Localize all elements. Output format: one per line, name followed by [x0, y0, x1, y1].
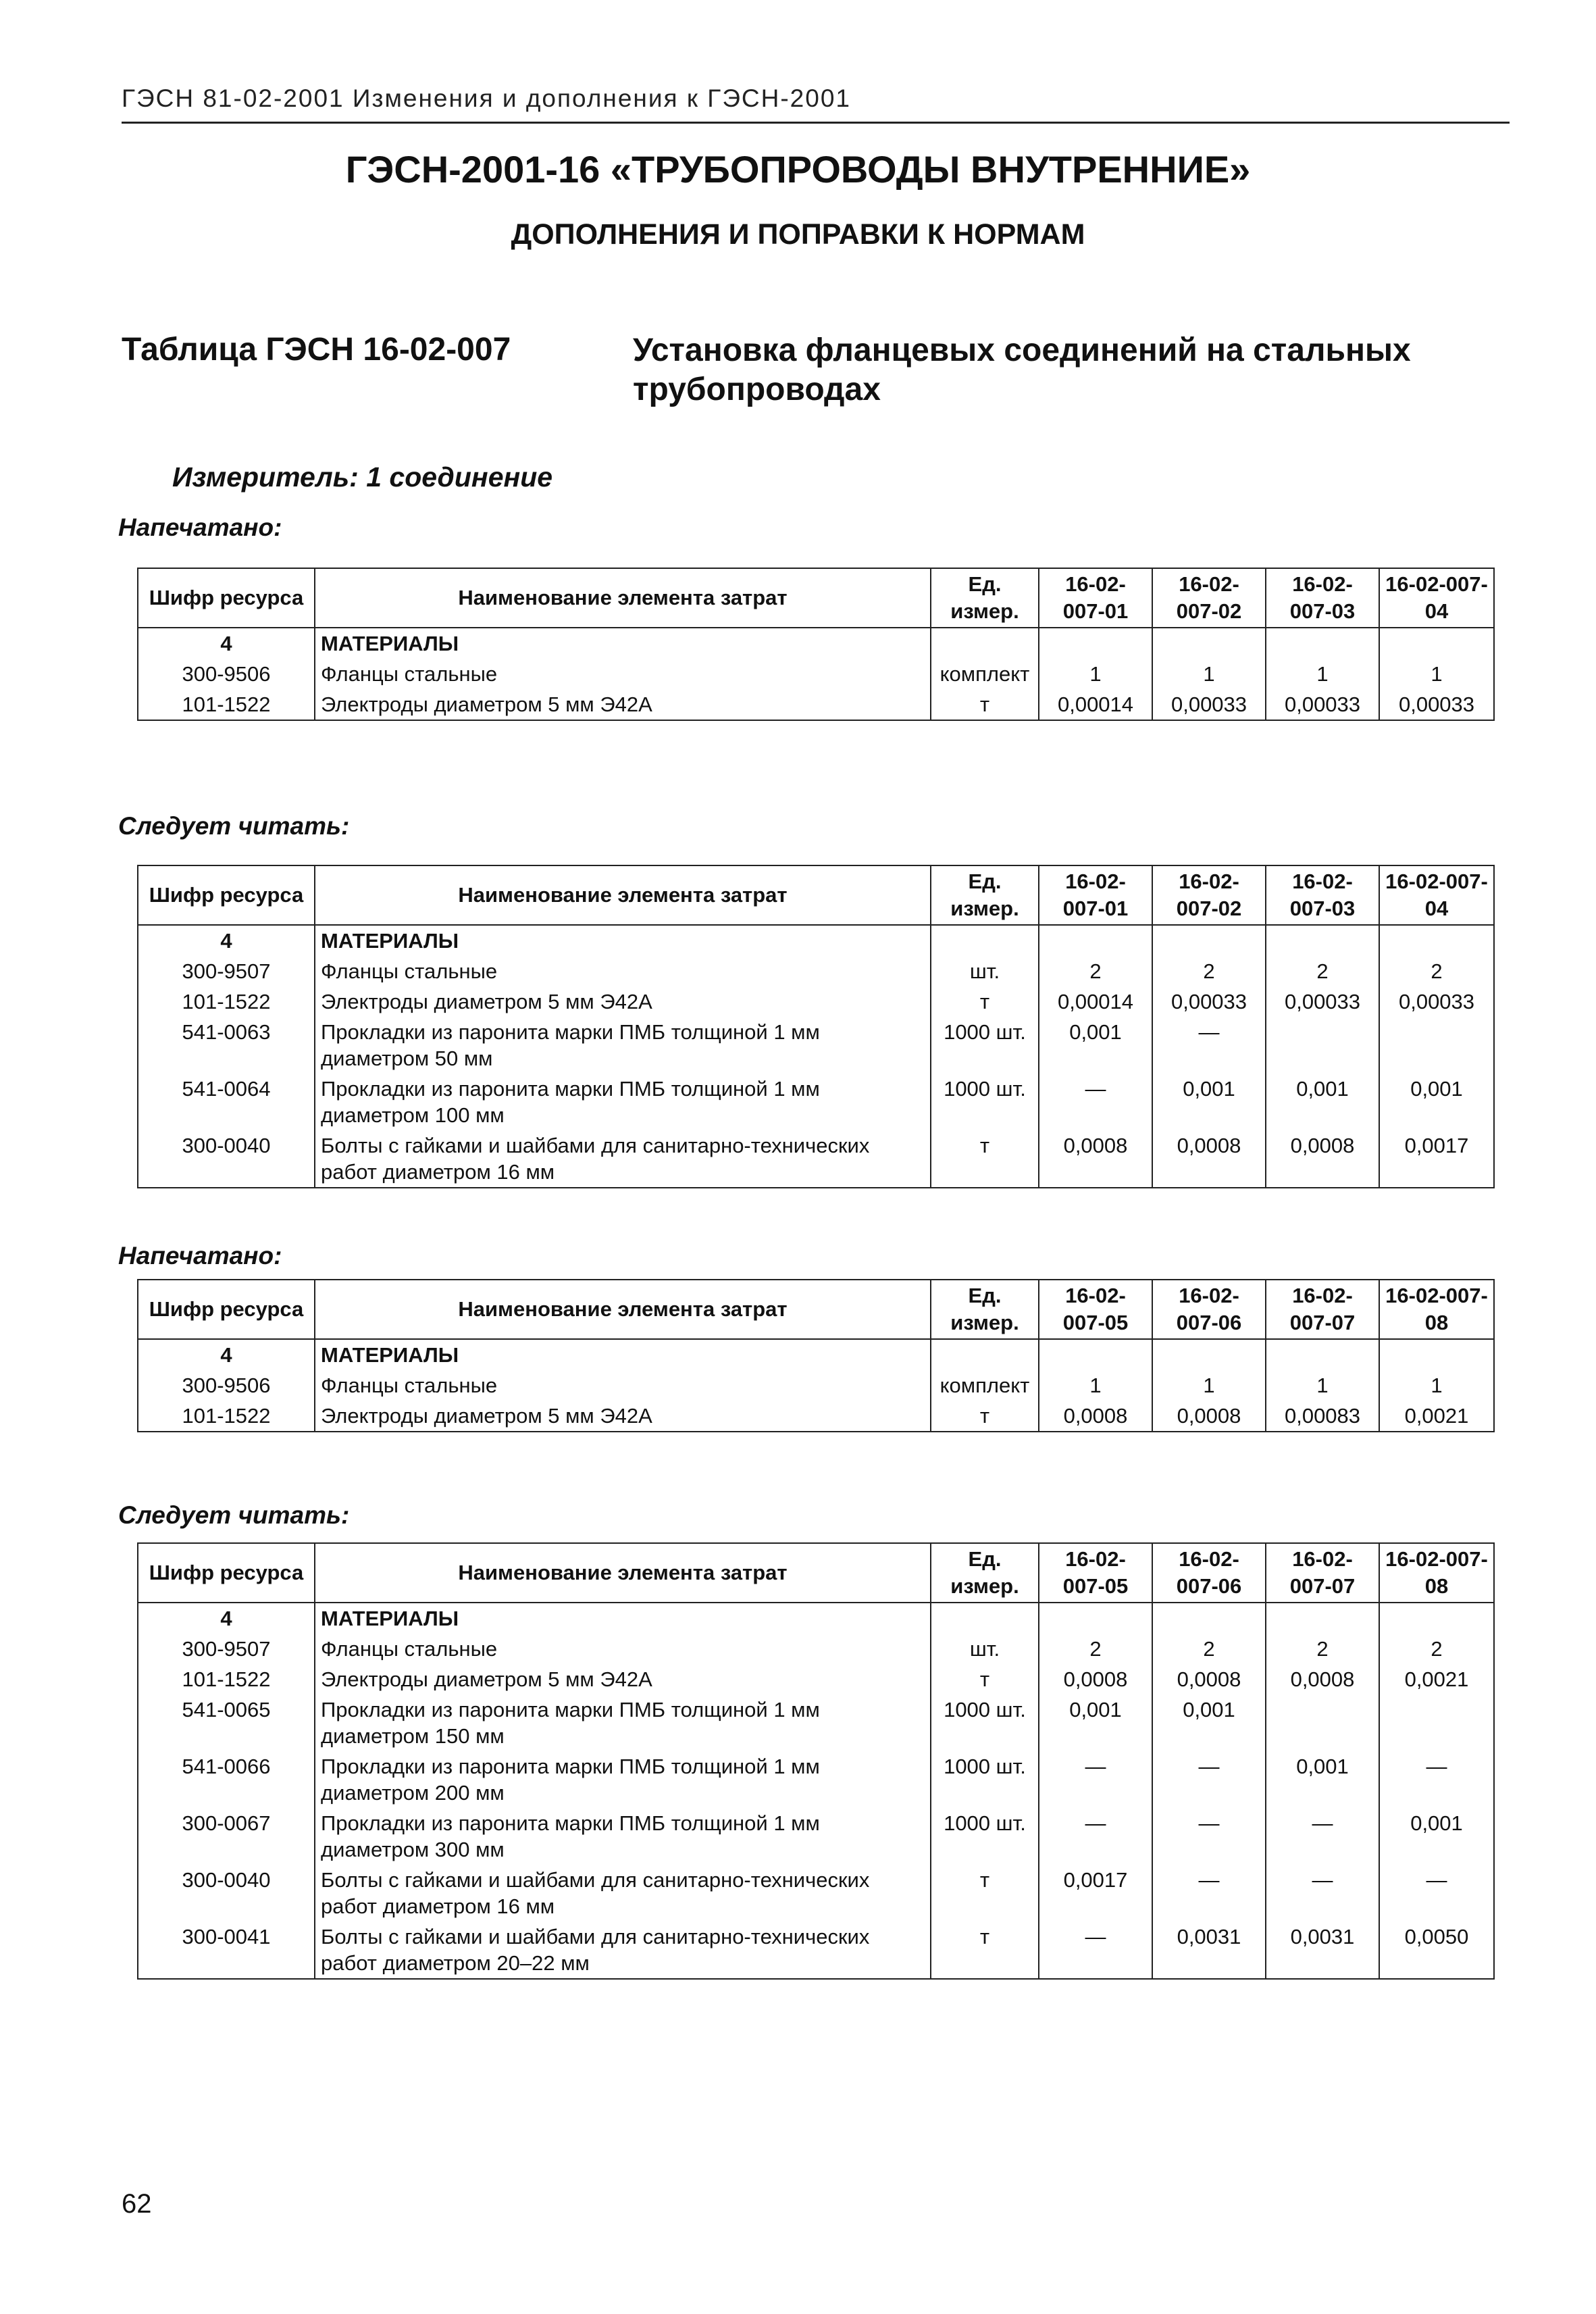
- column-header-norm: 16-02-007-08: [1379, 1280, 1494, 1339]
- resource-code-cell: 101-1522: [138, 986, 315, 1017]
- cost-element-name-cell: Электроды диаметром 5 мм Э42А: [315, 1401, 931, 1432]
- column-header-name: Наименование элемента затрат: [315, 568, 931, 628]
- unit-cell: [931, 628, 1039, 659]
- table-row: [138, 1664, 1494, 1694]
- norm-table-corrected-2: [137, 1542, 1495, 1980]
- column-header-name: Наименование элемента затрат: [315, 1543, 931, 1603]
- norm-value-cell: 1: [1039, 1370, 1152, 1401]
- table-header-row: [138, 1280, 1494, 1339]
- norm-value-cell: [1379, 1339, 1494, 1370]
- norm-value-cell: 1: [1379, 659, 1494, 689]
- column-header-norm: 16-02-007-03: [1266, 568, 1379, 628]
- norm-value-cell: —: [1152, 1017, 1266, 1074]
- column-header-code: Шифр ресурса: [138, 568, 315, 628]
- norm-value-cell: 0,001: [1379, 1074, 1494, 1130]
- table-label: Таблица ГЭСН 16-02-007: [122, 332, 511, 368]
- cost-element-name-cell: Электроды диаметром 5 мм Э42А: [315, 1664, 931, 1694]
- column-header-code: Шифр ресурса: [138, 865, 315, 925]
- unit-cell: 1000 шт.: [931, 1074, 1039, 1130]
- cost-element-name-cell: Прокладки из паронита марки ПМБ толщиной 1 мм диаметром 200 мм: [315, 1751, 931, 1808]
- norm-value-cell: 0,0008: [1039, 1401, 1152, 1432]
- column-header-norm: 16-02-007-01: [1039, 865, 1152, 925]
- resource-code-cell: 4: [138, 1339, 315, 1370]
- table-header-row: [138, 865, 1494, 925]
- column-header-unit: Ед. измер.: [931, 1280, 1039, 1339]
- table-row: [138, 956, 1494, 986]
- section-label-printed-1: Напечатано:: [118, 513, 282, 541]
- cost-element-name-cell: Электроды диаметром 5 мм Э42А: [315, 986, 931, 1017]
- norm-value-cell: [1039, 925, 1152, 956]
- column-header-norm: 16-02-007-04: [1379, 568, 1494, 628]
- resource-code-cell: 300-0040: [138, 1865, 315, 1921]
- norm-value-cell: 0,0050: [1379, 1921, 1494, 1979]
- norm-value-cell: 0,0031: [1152, 1921, 1266, 1979]
- column-header-norm: 16-02-007-07: [1266, 1543, 1379, 1603]
- unit-cell: т: [931, 1401, 1039, 1432]
- norm-value-cell: —: [1039, 1074, 1152, 1130]
- norm-value-cell: 0,001: [1266, 1074, 1379, 1130]
- cost-element-name-cell: Фланцы стальные: [315, 1634, 931, 1664]
- cost-element-name-cell: Фланцы стальные: [315, 956, 931, 986]
- cost-element-name-cell: Болты с гайками и шайбами для санитарно-технических работ диаметром 16 мм: [315, 1130, 931, 1188]
- unit-cell: т: [931, 986, 1039, 1017]
- norm-value-cell: 0,00033: [1379, 689, 1494, 720]
- norm-value-cell: —: [1266, 1808, 1379, 1865]
- table-caption: Установка фланцевых соединений на стальных трубопроводах: [633, 332, 1411, 407]
- cost-element-name-cell: Прокладки из паронита марки ПМБ толщиной 1 мм диаметром 100 мм: [315, 1074, 931, 1130]
- section-label-should-read-1: Следует читать:: [118, 812, 350, 840]
- norm-value-cell: [1379, 1603, 1494, 1634]
- column-header-norm: 16-02-007-03: [1266, 865, 1379, 925]
- cost-element-name-cell: МАТЕРИАЛЫ: [315, 628, 931, 659]
- norm-value-cell: [1379, 1694, 1494, 1751]
- table-row: [138, 1339, 1494, 1370]
- norm-value-cell: 0,00014: [1039, 689, 1152, 720]
- column-header-code: Шифр ресурса: [138, 1543, 315, 1603]
- norm-value-cell: 0,0017: [1379, 1130, 1494, 1188]
- norm-value-cell: [1039, 628, 1152, 659]
- table-row: [138, 1865, 1494, 1921]
- resource-code-cell: 300-0041: [138, 1921, 315, 1979]
- unit-cell: шт.: [931, 956, 1039, 986]
- unit-cell: [931, 1603, 1039, 1634]
- norm-value-cell: 0,00014: [1039, 986, 1152, 1017]
- norm-value-cell: [1266, 1339, 1379, 1370]
- column-header-norm: 16-02-007-05: [1039, 1280, 1152, 1339]
- unit-cell: [931, 925, 1039, 956]
- norm-value-cell: 0,00083: [1266, 1401, 1379, 1432]
- table-row: [138, 1808, 1494, 1865]
- column-header-norm: 16-02-007-02: [1152, 865, 1266, 925]
- resource-code-cell: 541-0064: [138, 1074, 315, 1130]
- norm-value-cell: —: [1039, 1808, 1152, 1865]
- resource-code-cell: 541-0065: [138, 1694, 315, 1751]
- table-row: [138, 1130, 1494, 1188]
- norm-value-cell: 2: [1039, 1634, 1152, 1664]
- cost-element-name-cell: МАТЕРИАЛЫ: [315, 1603, 931, 1634]
- unit-cell: 1000 шт.: [931, 1808, 1039, 1865]
- norm-value-cell: [1266, 628, 1379, 659]
- table-row: [138, 1603, 1494, 1634]
- unit-cell: т: [931, 689, 1039, 720]
- unit-cell: т: [931, 1664, 1039, 1694]
- cost-element-name-cell: Прокладки из паронита марки ПМБ толщиной 1 мм диаметром 50 мм: [315, 1017, 931, 1074]
- column-header-unit: Ед. измер.: [931, 568, 1039, 628]
- norm-value-cell: —: [1152, 1751, 1266, 1808]
- resource-code-cell: 4: [138, 925, 315, 956]
- norm-value-cell: 0,0021: [1379, 1664, 1494, 1694]
- table-row: [138, 1370, 1494, 1401]
- norm-value-cell: 2: [1039, 956, 1152, 986]
- table-row: [138, 1074, 1494, 1130]
- norm-value-cell: 0,0031: [1266, 1921, 1379, 1979]
- norm-value-cell: 0,0021: [1379, 1401, 1494, 1432]
- table-row: [138, 1921, 1494, 1979]
- norm-value-cell: 1: [1152, 1370, 1266, 1401]
- table-row: [138, 925, 1494, 956]
- cost-element-name-cell: МАТЕРИАЛЫ: [315, 925, 931, 956]
- norm-value-cell: 0,0008: [1152, 1664, 1266, 1694]
- measure-unit-label: Измеритель: 1 соединение: [172, 461, 553, 493]
- resource-code-cell: 300-9506: [138, 659, 315, 689]
- table-row: [138, 1401, 1494, 1432]
- norm-value-cell: [1152, 1603, 1266, 1634]
- unit-cell: т: [931, 1130, 1039, 1188]
- norm-value-cell: 0,0008: [1266, 1664, 1379, 1694]
- norm-value-cell: 1: [1266, 1370, 1379, 1401]
- norm-value-cell: 0,001: [1266, 1751, 1379, 1808]
- norm-table-corrected-1: [137, 865, 1495, 1188]
- resource-code-cell: 101-1522: [138, 1664, 315, 1694]
- cost-element-name-cell: Болты с гайками и шайбами для санитарно-технических работ диаметром 20–22 мм: [315, 1921, 931, 1979]
- resource-code-cell: 300-0067: [138, 1808, 315, 1865]
- norm-value-cell: 1: [1152, 659, 1266, 689]
- table-header-row: [138, 1543, 1494, 1603]
- cost-element-name-cell: Прокладки из паронита марки ПМБ толщиной 1 мм диаметром 150 мм: [315, 1694, 931, 1751]
- column-header-norm: 16-02-007-06: [1152, 1280, 1266, 1339]
- norm-value-cell: 2: [1152, 1634, 1266, 1664]
- norm-value-cell: 0,00033: [1266, 689, 1379, 720]
- resource-code-cell: 300-9506: [138, 1370, 315, 1401]
- unit-cell: 1000 шт.: [931, 1751, 1039, 1808]
- table-row: [138, 1634, 1494, 1664]
- unit-cell: комплект: [931, 659, 1039, 689]
- unit-cell: шт.: [931, 1634, 1039, 1664]
- norm-value-cell: 1: [1266, 659, 1379, 689]
- table-row: [138, 628, 1494, 659]
- norm-table-printed-1: [137, 568, 1495, 721]
- norm-value-cell: [1379, 1017, 1494, 1074]
- norm-value-cell: 0,001: [1152, 1694, 1266, 1751]
- norm-value-cell: 0,0008: [1152, 1130, 1266, 1188]
- resource-code-cell: 300-9507: [138, 1634, 315, 1664]
- norm-value-cell: 2: [1266, 1634, 1379, 1664]
- norm-value-cell: —: [1152, 1808, 1266, 1865]
- cost-element-name-cell: Фланцы стальные: [315, 659, 931, 689]
- resource-code-cell: 4: [138, 628, 315, 659]
- cost-element-name-cell: МАТЕРИАЛЫ: [315, 1339, 931, 1370]
- section-label-printed-2: Напечатано:: [118, 1242, 282, 1269]
- cost-element-name-cell: Прокладки из паронита марки ПМБ толщиной 1 мм диаметром 300 мм: [315, 1808, 931, 1865]
- column-header-name: Наименование элемента затрат: [315, 1280, 931, 1339]
- unit-cell: 1000 шт.: [931, 1017, 1039, 1074]
- column-header-norm: 16-02-007-06: [1152, 1543, 1266, 1603]
- norm-value-cell: —: [1379, 1865, 1494, 1921]
- norm-value-cell: 2: [1266, 956, 1379, 986]
- norm-value-cell: [1039, 1603, 1152, 1634]
- norm-value-cell: [1152, 1339, 1266, 1370]
- running-head: ГЭСН 81-02-2001 Изменения и дополнения к ГЭСН-2001: [122, 84, 851, 112]
- norm-value-cell: 2: [1152, 956, 1266, 986]
- norm-value-cell: 0,00033: [1152, 689, 1266, 720]
- table-row: [138, 1694, 1494, 1751]
- column-header-norm: 16-02-007-01: [1039, 568, 1152, 628]
- cost-element-name-cell: Электроды диаметром 5 мм Э42А: [315, 689, 931, 720]
- page-number: 62: [122, 2189, 152, 2219]
- resource-code-cell: 300-9507: [138, 956, 315, 986]
- norm-value-cell: —: [1039, 1751, 1152, 1808]
- norm-value-cell: 0,001: [1039, 1694, 1152, 1751]
- resource-code-cell: 4: [138, 1603, 315, 1634]
- column-header-code: Шифр ресурса: [138, 1280, 315, 1339]
- table-row: [138, 1751, 1494, 1808]
- table-row: [138, 986, 1494, 1017]
- norm-value-cell: 1: [1379, 1370, 1494, 1401]
- norm-value-cell: 0,00033: [1379, 986, 1494, 1017]
- cost-element-name-cell: Фланцы стальные: [315, 1370, 931, 1401]
- norm-value-cell: [1152, 628, 1266, 659]
- norm-value-cell: —: [1266, 1865, 1379, 1921]
- column-header-unit: Ед. измер.: [931, 865, 1039, 925]
- column-header-norm: 16-02-007-08: [1379, 1543, 1494, 1603]
- column-header-norm: 16-02-007-02: [1152, 568, 1266, 628]
- unit-cell: [931, 1339, 1039, 1370]
- norm-value-cell: 0,0008: [1266, 1130, 1379, 1188]
- cost-element-name-cell: Болты с гайками и шайбами для санитарно-технических работ диаметром 16 мм: [315, 1865, 931, 1921]
- norm-value-cell: [1039, 1339, 1152, 1370]
- table-row: [138, 659, 1494, 689]
- norm-value-cell: [1266, 1017, 1379, 1074]
- norm-value-cell: [1379, 628, 1494, 659]
- norm-value-cell: 1: [1039, 659, 1152, 689]
- norm-value-cell: [1152, 925, 1266, 956]
- norm-value-cell: [1379, 925, 1494, 956]
- header-rule: [122, 122, 1510, 124]
- table-row: [138, 689, 1494, 720]
- norm-value-cell: 0,0017: [1039, 1865, 1152, 1921]
- document-title: ГЭСН-2001-16 «ТРУБОПРОВОДЫ ВНУТРЕННИЕ»: [345, 148, 1251, 191]
- column-header-name: Наименование элемента затрат: [315, 865, 931, 925]
- unit-cell: т: [931, 1921, 1039, 1979]
- column-header-unit: Ед. измер.: [931, 1543, 1039, 1603]
- norm-value-cell: [1266, 925, 1379, 956]
- unit-cell: комплект: [931, 1370, 1039, 1401]
- norm-table-printed-2: [137, 1279, 1495, 1432]
- norm-value-cell: —: [1039, 1921, 1152, 1979]
- unit-cell: 1000 шт.: [931, 1694, 1039, 1751]
- document-subtitle: ДОПОЛНЕНИЯ И ПОПРАВКИ К НОРМАМ: [511, 218, 1085, 251]
- norm-value-cell: 2: [1379, 1634, 1494, 1664]
- section-label-should-read-2: Следует читать:: [118, 1501, 350, 1529]
- column-header-norm: 16-02-007-07: [1266, 1280, 1379, 1339]
- resource-code-cell: 300-0040: [138, 1130, 315, 1188]
- norm-value-cell: 0,001: [1039, 1017, 1152, 1074]
- table-header-row: [138, 568, 1494, 628]
- norm-value-cell: [1266, 1694, 1379, 1751]
- resource-code-cell: 541-0066: [138, 1751, 315, 1808]
- norm-value-cell: [1266, 1603, 1379, 1634]
- norm-value-cell: 0,001: [1379, 1808, 1494, 1865]
- resource-code-cell: 541-0063: [138, 1017, 315, 1074]
- resource-code-cell: 101-1522: [138, 1401, 315, 1432]
- column-header-norm: 16-02-007-05: [1039, 1543, 1152, 1603]
- norm-value-cell: 0,00033: [1152, 986, 1266, 1017]
- norm-value-cell: 0,0008: [1039, 1664, 1152, 1694]
- norm-value-cell: 2: [1379, 956, 1494, 986]
- column-header-norm: 16-02-007-04: [1379, 865, 1494, 925]
- norm-value-cell: 0,0008: [1152, 1401, 1266, 1432]
- norm-value-cell: 0,0008: [1039, 1130, 1152, 1188]
- norm-value-cell: 0,00033: [1266, 986, 1379, 1017]
- norm-value-cell: —: [1379, 1751, 1494, 1808]
- unit-cell: т: [931, 1865, 1039, 1921]
- resource-code-cell: 101-1522: [138, 689, 315, 720]
- norm-value-cell: 0,001: [1152, 1074, 1266, 1130]
- table-row: [138, 1017, 1494, 1074]
- norm-value-cell: —: [1152, 1865, 1266, 1921]
